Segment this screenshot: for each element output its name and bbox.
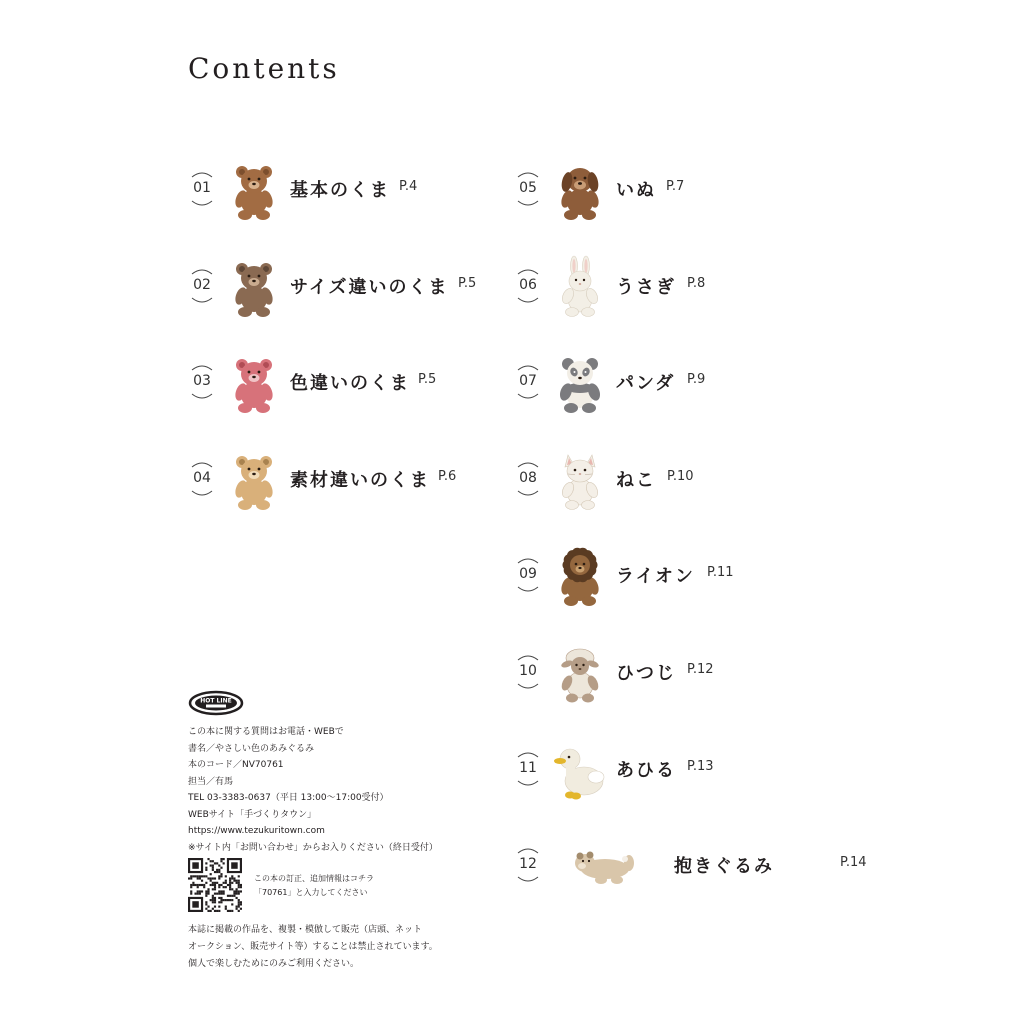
entry-title: 素材違いのくま	[290, 470, 430, 491]
entry-number-badge	[514, 165, 542, 213]
entry-number-badge	[188, 455, 216, 503]
entry-number: 04	[193, 470, 211, 486]
qr-code[interactable]	[188, 858, 242, 912]
entry-page: P.6	[438, 469, 457, 484]
qr-caption-line: この本の訂正、追加情報はコチラ	[254, 874, 374, 883]
toc-entry[interactable]	[514, 737, 849, 801]
duck-thumbnail	[548, 737, 612, 801]
entry-title: パンダ	[616, 373, 676, 394]
toc-entry[interactable]	[514, 640, 849, 704]
entry-title: ライオン	[616, 566, 695, 587]
entry-page: P.5	[418, 372, 437, 387]
hotline-logo	[188, 690, 244, 716]
entry-title: ねこ	[616, 470, 656, 491]
toc-entry[interactable]	[514, 833, 1002, 897]
contact-info	[188, 724, 438, 856]
entry-title: ひつじ	[616, 663, 676, 684]
entry-number: 01	[193, 180, 211, 196]
info-line: 書名／やさしい色のあみぐるみ	[188, 743, 315, 754]
entry-number: 09	[519, 566, 537, 582]
dog-thumbnail	[548, 157, 612, 221]
toc-entry[interactable]	[514, 157, 828, 221]
entry-page: P.13	[687, 759, 714, 774]
entry-title: うさぎ	[616, 277, 676, 298]
entry-number: 12	[519, 856, 537, 872]
notice-line: 個人で楽しむためにのみご利用ください。	[188, 959, 360, 969]
rabbit-thumbnail	[548, 254, 612, 318]
bear-thumbnail	[222, 157, 286, 221]
lion-thumbnail	[548, 543, 612, 607]
entry-page: P.12	[687, 662, 714, 677]
entry-number-badge	[514, 358, 542, 406]
large-bear-thumbnail	[222, 254, 286, 318]
entry-number: 05	[519, 180, 537, 196]
notice-line: 本誌に掲載の作品を、複製・模倣して販売（店頭、ネット	[188, 925, 423, 935]
logo-text: HOT LINE	[200, 697, 232, 705]
toc-entry[interactable]	[188, 157, 561, 221]
entry-number: 06	[519, 277, 537, 293]
sheep-thumbnail	[548, 640, 612, 704]
pink-bear-thumbnail	[222, 350, 286, 414]
entry-page: P.4	[399, 179, 418, 194]
entry-page: P.14	[840, 855, 867, 870]
entry-page: P.11	[707, 565, 734, 580]
info-line: 担当／有馬	[188, 776, 234, 787]
cat-thumbnail	[548, 447, 612, 511]
entry-title: 抱きぐるみ	[674, 856, 774, 877]
entry-title: 基本のくま	[290, 180, 390, 201]
info-line: TEL 03-3383-0637（平日 13:00〜17:00受付）	[188, 793, 389, 803]
entry-title: あひる	[616, 760, 676, 781]
toc-entry[interactable]	[514, 254, 849, 318]
entry-page: P.7	[666, 179, 685, 194]
entry-number-badge	[514, 745, 542, 793]
toc-entry[interactable]	[514, 543, 869, 607]
entry-page: P.9	[687, 372, 706, 387]
entry-number: 10	[519, 663, 537, 679]
entry-title: いぬ	[616, 180, 656, 201]
entry-number: 02	[193, 277, 211, 293]
entry-page: P.8	[687, 276, 706, 291]
qr-caption-line: 「70761」と入力してください	[254, 888, 368, 897]
entry-number-badge	[514, 455, 542, 503]
toc-entry[interactable]	[514, 350, 849, 414]
entry-number-badge	[514, 262, 542, 310]
entry-page: P.5	[458, 276, 477, 291]
entry-number: 03	[193, 373, 211, 389]
notice-line: オークション、販売サイト等）することは禁止されています。	[188, 942, 438, 952]
entry-number-badge	[514, 841, 542, 889]
entry-number: 11	[519, 760, 537, 776]
entry-title: 色違いのくま	[290, 373, 410, 394]
info-line: ※サイト内「お問い合わせ」からお入りください（終日受付）	[188, 842, 438, 853]
toc-entry[interactable]	[514, 447, 829, 511]
entry-page: P.10	[667, 469, 694, 484]
entry-number-badge	[188, 262, 216, 310]
info-line: この本に関する質問はお電話・WEBで	[188, 727, 344, 737]
entry-title: サイズ違いのくま	[290, 277, 449, 298]
page-heading: Contents	[188, 52, 340, 85]
entry-number: 07	[519, 373, 537, 389]
entry-number-badge	[514, 648, 542, 696]
huggable-thumbnail	[548, 833, 658, 897]
fluffy-bear-thumbnail	[222, 447, 286, 511]
info-line: WEBサイト「手づくりタウン」	[188, 809, 317, 820]
panda-thumbnail	[548, 350, 612, 414]
entry-number: 08	[519, 470, 537, 486]
entry-number-badge	[188, 165, 216, 213]
website-url[interactable]: https://www.tezukuritown.com	[188, 826, 325, 836]
info-line: 本のコード／NV70761	[188, 760, 284, 770]
entry-number-badge	[514, 551, 542, 599]
entry-number-badge	[188, 358, 216, 406]
qr-caption	[254, 872, 374, 900]
copyright-notice	[188, 922, 438, 973]
